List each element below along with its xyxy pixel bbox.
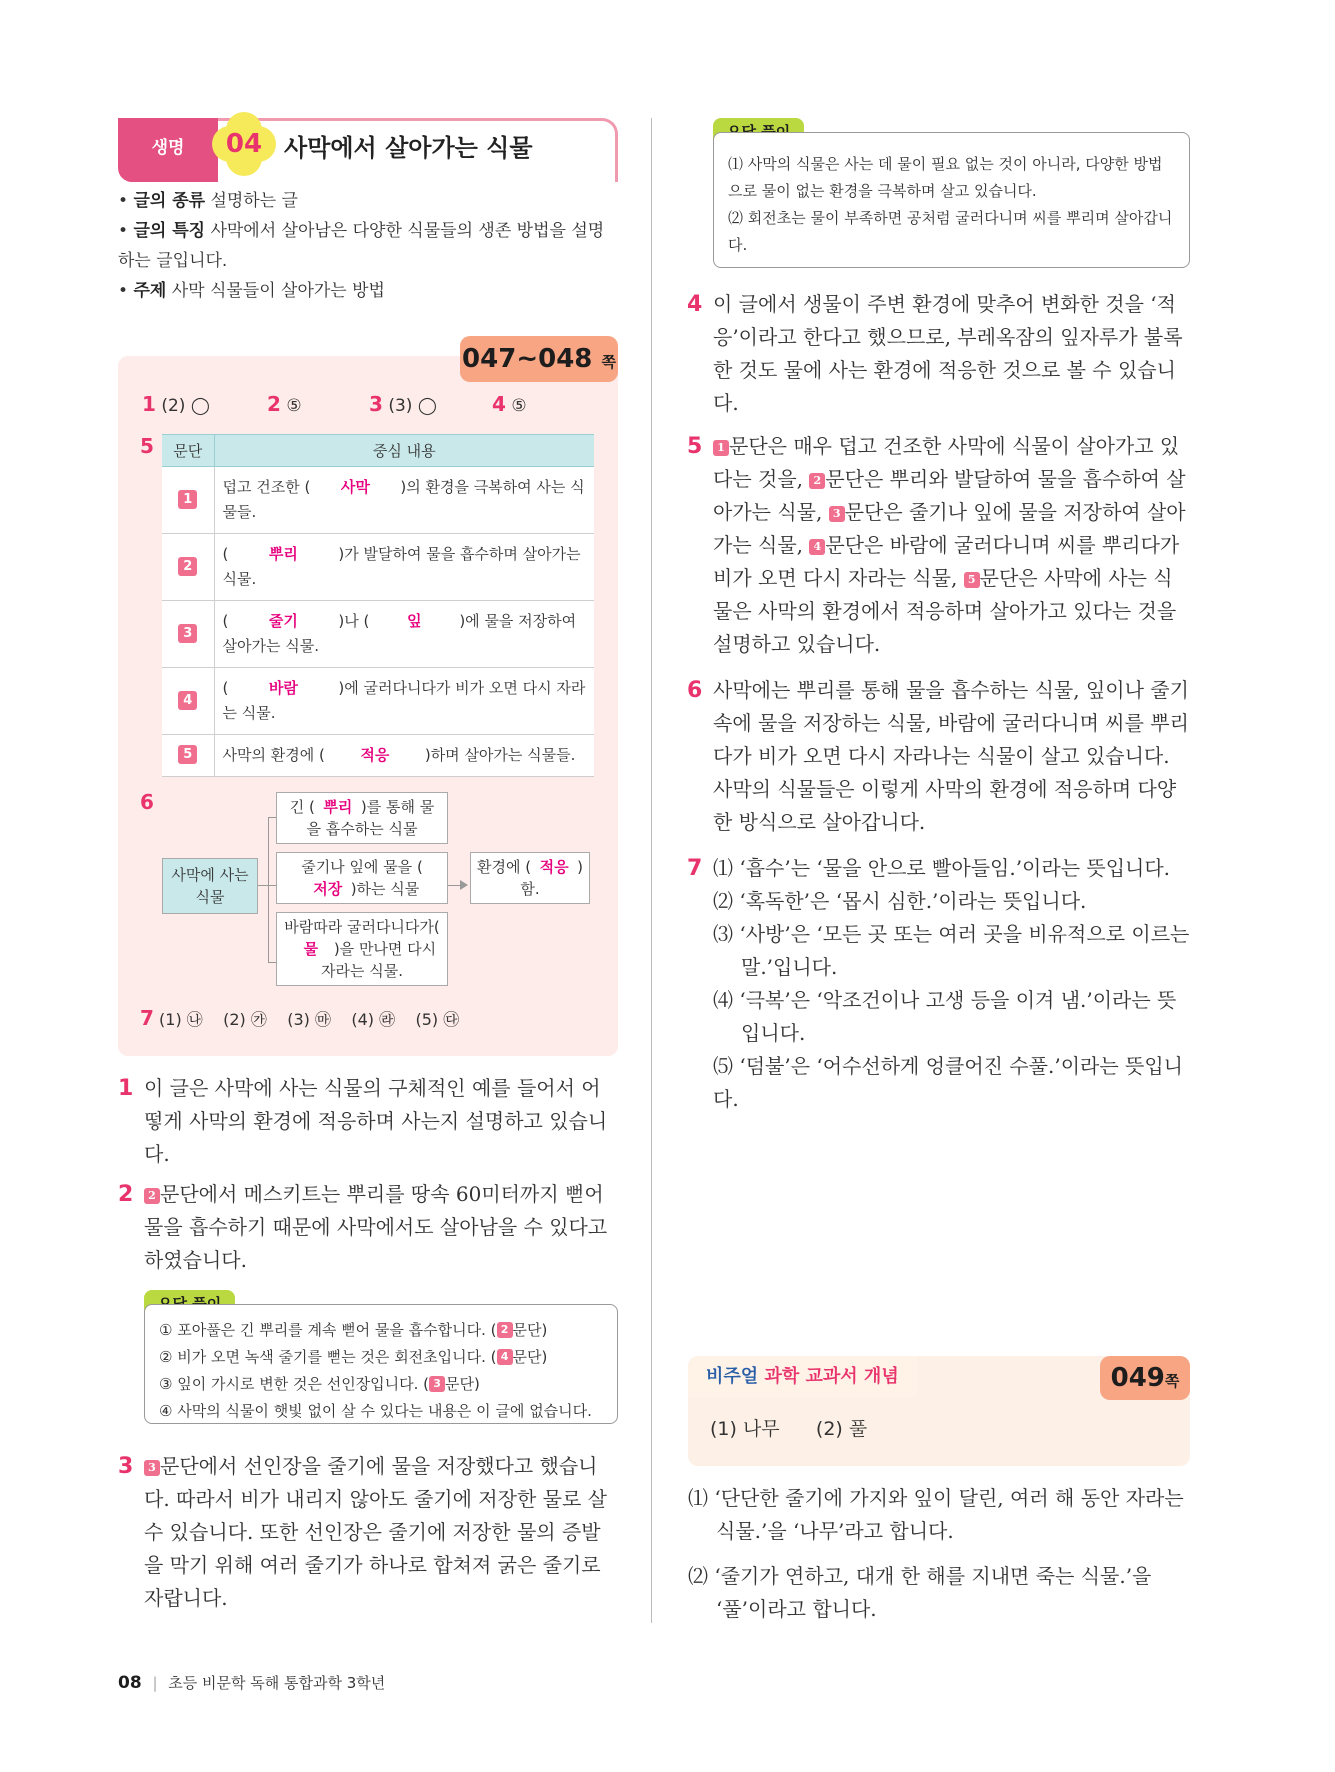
flower-number-icon: [212, 112, 276, 176]
page-footer: 08 | 초등 비문학 독해 통합과학 3학년: [118, 1673, 386, 1693]
book-title: 초등 비문학 독해 통합과학 3학년: [168, 1674, 386, 1692]
q5-number: 5: [140, 434, 154, 458]
visual-page-tag: 049쪽: [1100, 1356, 1190, 1400]
visual-concept-title: 비주얼 과학 교과서 개념: [688, 1356, 918, 1398]
explanation-1: 1 이 글은 사막에 사는 식물의 구체적인 예를 들어서 어떻게 사막의 환경에 적응하며 사는지 설명하고 있습니다.: [118, 1076, 608, 1166]
page-title: 사막에서 살아가는 식물: [284, 134, 533, 162]
table-row: 4 ( 바람 )에 굴러다니다가 비가 오면 다시 자라는 식물.: [162, 668, 594, 735]
list-item: ⑵ 회전초는 물이 부족하면 공처럼 굴러다니며 씨를 뿌리며 살아갑니다.: [728, 209, 1173, 254]
diagram-root-box: 사막에 사는 식물: [162, 858, 258, 914]
list-item: ⑵ ‘혹독한’은 ‘몹시 심한.’이라는 뜻입니다.: [713, 889, 1087, 913]
table-header: 중심 내용: [214, 435, 594, 467]
q6-number: 6: [140, 790, 154, 814]
list-item: ④ 사막의 식물이 햇빛 없이 살 수 있다는 내용은 이 글에 없습니다.: [159, 1402, 592, 1420]
list-item: ⑷ ‘극복’은 ‘악조건이나 고생 등을 이겨 냄.’이라는 뜻입니다.: [713, 988, 1177, 1045]
info-item: • 글의 종류 설명하는 글: [118, 191, 298, 211]
table-row: 3 ( 줄기 )나 ( 잎 )에 물을 저장하여 살아가는 식물.: [162, 601, 594, 668]
wrong-answer-box: [144, 1304, 618, 1424]
list-item: ⑴ ‘단단한 줄기에 가지와 잎이 달린, 여러 해 동안 자라는 식물.’을 ‘나무’라고 합니다.: [688, 1486, 1184, 1543]
visual-notes: [688, 1482, 1190, 1626]
explanation-4: 4 이 글에서 생물이 주변 환경에 맞추어 변화한 것을 ‘적응’이라고 한다고 했으므로, 부레옥잠의 잎자루가 불록한 것도 물에 사는 환경에 적응한 것으로 볼 수 있습니다.: [687, 292, 1183, 415]
table-header: 문단: [162, 435, 214, 467]
list-item: ⑴ 사막의 식물은 사는 데 물이 필요 없는 것이 아니라, 다양한 방법으로 물이 없는 환경을 극복하며 살고 있습니다.: [728, 155, 1163, 200]
diagram-box-adapt: 환경에 ( 적응 )함.: [470, 852, 590, 904]
explanation-3: 3 3 문단에서 선인장을 줄기에 물을 저장했다고 했습니다. 따라서 비가 내리지 않아도 줄기에 저장한 물로 살 수 있습니다. 또한 선인장은 줄기에 저장한 물의 증발을 막기 위해 여러 줄기가 하나로 합쳐져 굵은 줄기로 자랍니다.: [118, 1454, 607, 1610]
lesson-number: 04: [225, 129, 263, 159]
diagram-box-roots: 긴 ( 뿌리 )를 통해 물을 흡수하는 식물: [276, 792, 448, 844]
short-answers: 1 (2) ◯ 2 ⑤ 3 (3) ◯ 4 ⑤: [142, 392, 527, 416]
list-item: ⑴ ‘흡수’는 ‘물을 안으로 빨아들임.’이라는 뜻입니다.: [713, 856, 1171, 880]
diagram-box-wind: 바람따라 굴러다니다가(물 )을 만나면 다시 자라는 식물.: [276, 912, 448, 986]
info-item: • 주제 사막 식물들이 살아가는 방법: [118, 281, 385, 301]
info-item: • 글의 특징 사막에서 살아남은 다양한 식물들의 생존 방법을 설명하는 글입니다.: [118, 221, 605, 271]
list-item: ⑵ ‘줄기가 연하고, 대개 한 해를 지내면 죽는 식물.’을 ‘풀’이라고 합니다.: [688, 1564, 1152, 1621]
list-item: ① 포아풀은 긴 뿌리를 계속 뻗어 물을 흡수합니다. ( 2 문단): [159, 1321, 548, 1339]
explanation-5: 5 1 문단은 매우 덥고 건조한 사막에 식물이 살아가고 있다는 것을, 2 문단은 뿌리와 발달하여 물을 흡수하여 살아가는 식물, 3 문단은 줄기나 잎에 물을 저장하여 살아가는 식물, 4 문단은 바람에 굴러다니며 씨를 뿌리다가 비가 오면 다시 자라는 식물, 5 문단은 사막에 사는 식물은 사막의 환경에서 적응하며 살아가고 있다는 것을 설명하고 있습니다.: [687, 434, 1186, 656]
diagram-connector: [268, 817, 269, 962]
list-item: ③ 잎이 가시로 변한 것은 선인장입니다. ( 3 문단): [159, 1375, 480, 1393]
explanation-2: 2 2 문단에서 메스키트는 뿌리를 땅속 60미터까지 뻗어 물을 흡수하기 때문에 사막에서도 살아남을 수 있다고 하였습니다.: [118, 1182, 608, 1272]
category-label: 생명: [118, 118, 218, 182]
table-row: 2 ( 뿌리 )가 발달하여 물을 흡수하며 살아가는 식물.: [162, 534, 594, 601]
diagram-connector: [258, 885, 268, 886]
text-info-list: [118, 186, 618, 306]
table-row: 1 덥고 건조한 ( 사막 )의 환경을 극복하여 사는 식물들.: [162, 467, 594, 534]
explanation-7: 7 ⑴ ‘흡수’는 ‘물을 안으로 빨아들임.’이라는 뜻입니다. ⑵ ‘혹독한’은 ‘몹시 심한.’이라는 뜻입니다. ⑶ ‘사방’은 ‘모든 곳 또는 여러 곳을 비유적으로 이르는 말.’입니다. ⑷ ‘극복’은 ‘악조건이나 고생 등을 이겨 냄.’이라는 뜻입니다. ⑸ ‘덤불’은 ‘어수선하게 엉클어진 수풀.’이라는 뜻입니다.: [713, 852, 1190, 1116]
q5-table: [162, 434, 594, 777]
page-number: 08: [118, 1673, 142, 1693]
table-row: 5 사막의 환경에 ( 적응 )하며 살아가는 식물들.: [162, 735, 594, 777]
list-item: ⑸ ‘덤불’은 ‘어수선하게 엉클어진 수풀.’이라는 뜻입니다.: [713, 1054, 1183, 1111]
column-divider: [651, 118, 652, 1623]
list-item: ⑶ ‘사방’은 ‘모든 곳 또는 여러 곳을 비유적으로 이르는 말.’입니다.: [713, 922, 1190, 979]
visual-answers: (1) 나무 (2) 풀: [710, 1418, 868, 1440]
q7-answers: 7 (1) ㉯ (2) ㉮ (3) ㉲ (4) ㉱ (5) ㉰: [140, 1006, 460, 1030]
list-item: ② 비가 오면 녹색 줄기를 뻗는 것은 회전초입니다. ( 4 문단): [159, 1348, 548, 1366]
explanation-6: 6 사막에는 뿌리를 통해 물을 흡수하는 식물, 잎이나 줄기 속에 물을 저장하는 식물, 바람에 굴러다니며 씨를 뿌리다가 비가 오면 다시 자라나는 식물이 살고 있습니다. 사막의 식물들은 이렇게 사막의 환경에 적응하며 다양한 방식으로 살아갑니다.: [687, 678, 1189, 834]
arrow-head-icon: [460, 880, 468, 890]
diagram-box-storage: 줄기나 잎에 물을 (저장 )하는 식물: [276, 852, 448, 904]
wrong-answer-box: [713, 132, 1190, 268]
page-range-tag: 047~048 쪽: [460, 336, 618, 382]
